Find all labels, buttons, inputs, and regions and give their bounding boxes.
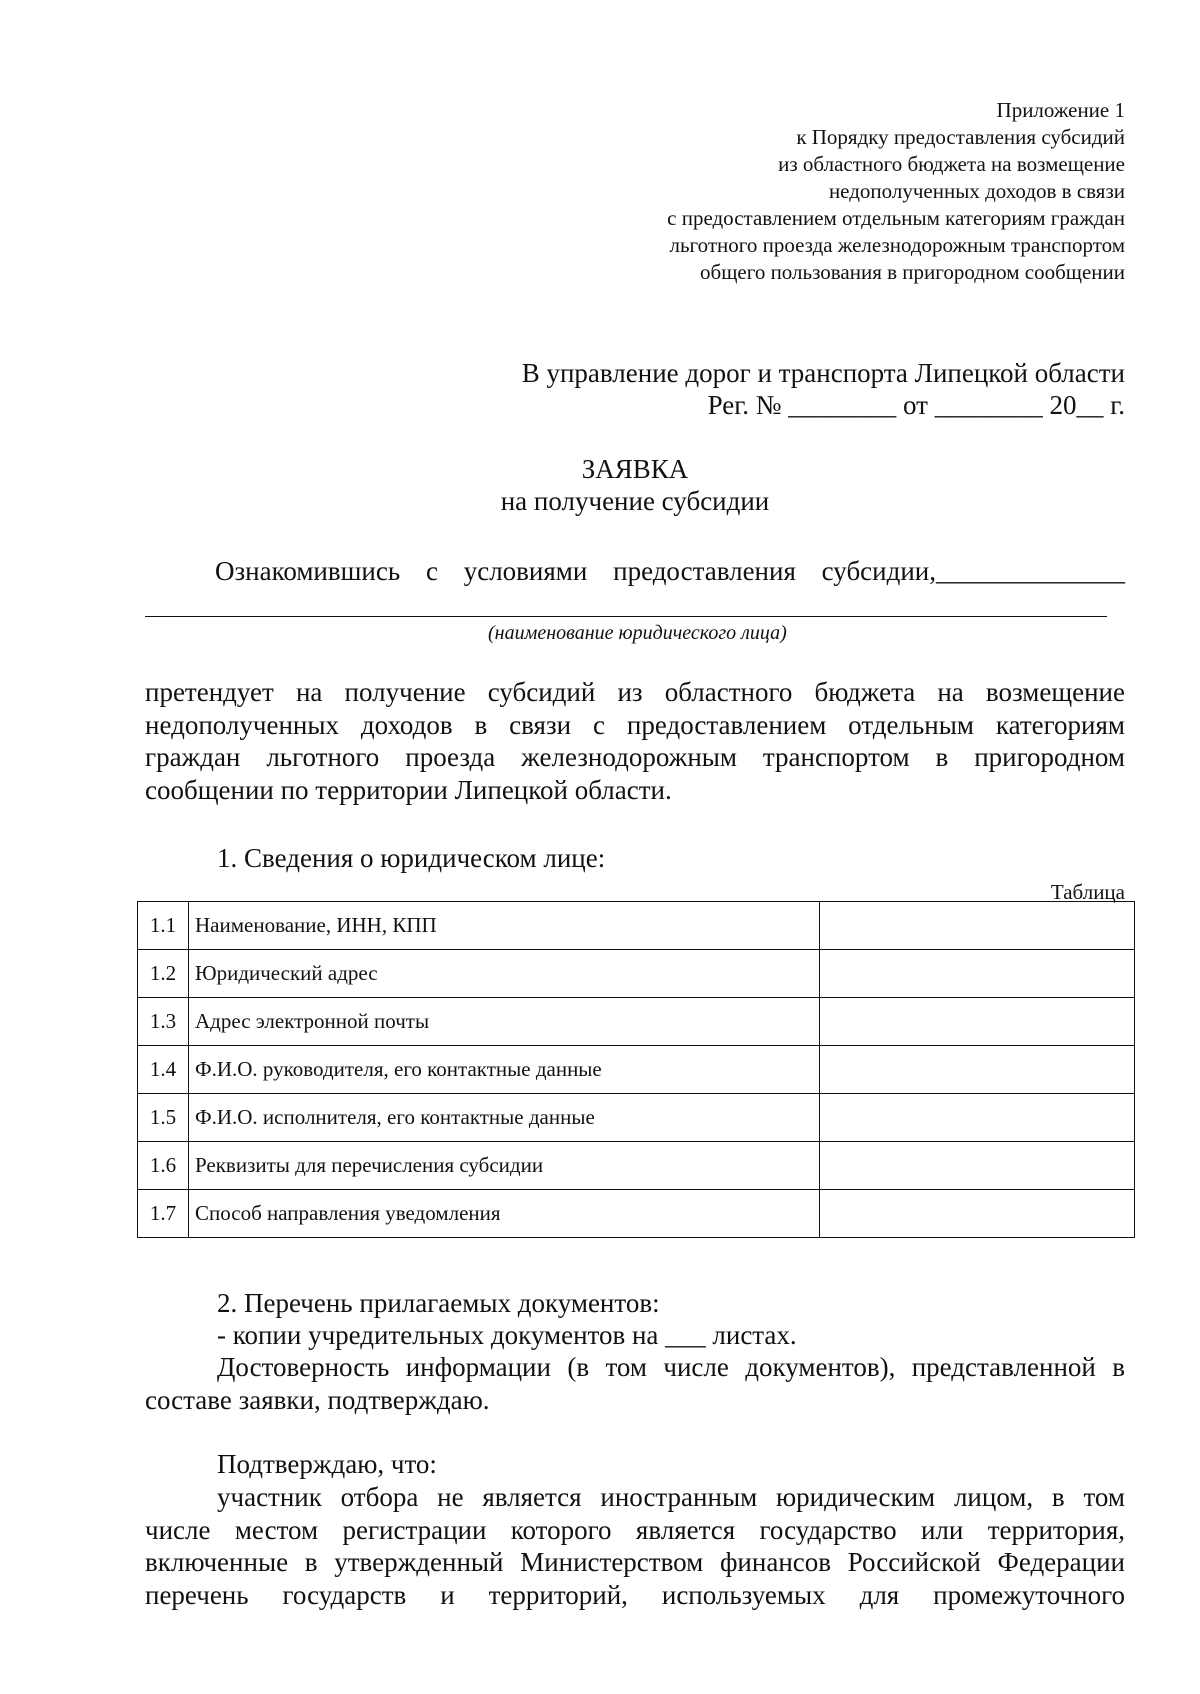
table-row: [138, 1046, 1135, 1094]
addressee-line: В управление дорог и транспорта Липецкой области: [521, 358, 1125, 388]
row-label: Юридический адрес: [189, 950, 820, 998]
table-row: [138, 1190, 1135, 1238]
row-number: 1.5: [138, 1094, 189, 1142]
appendix-line: льготного проезда железнодорожным транспортом: [669, 233, 1125, 257]
title-main: ЗАЯВКА: [581, 454, 689, 484]
appendix-line: из областного бюджета на возмещение: [778, 152, 1125, 176]
row-value-cell[interactable]: [820, 1190, 1135, 1238]
paragraph-line: числе местом регистрации которого является государство или территория,: [145, 1514, 1125, 1545]
paragraph-line: составе заявки, подтверждаю.: [145, 1384, 490, 1415]
paragraph-line: перечень государств и территорий, используемых для промежуточного: [145, 1579, 1125, 1610]
appendix-header: [667, 97, 1125, 286]
claim-paragraph: [145, 676, 1125, 806]
table-row: [138, 1094, 1135, 1142]
addressee-block: [522, 357, 1125, 421]
paragraph-line: граждан льготного проезда железнодорожным транспортом в пригородном: [145, 742, 1125, 772]
row-value-cell[interactable]: [820, 1046, 1135, 1094]
row-number: 1.4: [138, 1046, 189, 1094]
table-row: [138, 998, 1135, 1046]
document-title: [0, 453, 1200, 517]
section2-heading: 2. Перечень прилагаемых документов:: [217, 1288, 660, 1318]
entity-info-table: [137, 901, 1135, 1238]
table-row: [138, 950, 1135, 998]
paragraph-line: участник отбора не является иностранным юридическим лицом, в том: [217, 1482, 1125, 1512]
table-label: Таблица: [1050, 880, 1125, 904]
paragraph-line: сообщении по территории Липецкой области.: [145, 774, 672, 805]
table-row: [138, 902, 1135, 950]
appendix-line: с предоставлением отдельным категориям граждан: [667, 206, 1125, 230]
row-number: 1.6: [138, 1142, 189, 1190]
table-row: [138, 1142, 1135, 1190]
paragraph-line: включенные в утвержденный Министерством финансов Российской Федерации: [145, 1547, 1125, 1577]
confirm-paragraph: [145, 1481, 1125, 1611]
row-label: Реквизиты для перечисления субсидии: [189, 1142, 820, 1190]
row-label: Наименование, ИНН, КПП: [189, 902, 820, 950]
row-value-cell[interactable]: [820, 1094, 1135, 1142]
paragraph-line: претендует на получение субсидий из областного бюджета на возмещение: [145, 677, 1125, 707]
row-number: 1.3: [138, 998, 189, 1046]
section1-heading: 1. Сведения о юридическом лице:: [217, 843, 606, 873]
registration-line: Рег. № ________ от ________ 20__ г.: [707, 390, 1125, 420]
appendix-line: к Порядку предоставления субсидий: [796, 125, 1125, 149]
appendix-line: общего пользования в пригородном сообщении: [700, 260, 1125, 284]
row-value-cell[interactable]: [820, 998, 1135, 1046]
row-value-cell[interactable]: [820, 902, 1135, 950]
attachments-item: - копии учредительных документов на ___ листах.: [217, 1320, 797, 1350]
row-number: 1.2: [138, 950, 189, 998]
appendix-line: недополученных доходов в связи: [828, 179, 1125, 203]
paragraph-line: недополученных доходов в связи с предоставлением отдельным категориям: [145, 709, 1125, 740]
row-value-cell[interactable]: [820, 1142, 1135, 1190]
entity-name-caption: (наименование юридического лица): [488, 622, 787, 644]
row-label: Ф.И.О. исполнителя, его контактные данные: [189, 1094, 820, 1142]
confirm-heading: Подтверждаю, что:: [217, 1449, 437, 1479]
appendix-line: Приложение 1: [996, 98, 1125, 122]
row-number: 1.7: [138, 1190, 189, 1238]
row-label: Способ направления уведомления: [189, 1190, 820, 1238]
row-value-cell[interactable]: [820, 950, 1135, 998]
row-label: Ф.И.О. руководителя, его контактные данные: [189, 1046, 820, 1094]
row-number: 1.1: [138, 902, 189, 950]
entity-name-blank-line: [145, 616, 1107, 617]
intro-line: Ознакомившись с условиями предоставления субсидии,______________: [215, 556, 1125, 586]
row-label: Адрес электронной почты: [189, 998, 820, 1046]
title-sub: на получение субсидии: [500, 486, 770, 516]
reliability-paragraph: [145, 1351, 1125, 1416]
paragraph-line: Достоверность информации (в том числе документов), представленной в: [217, 1352, 1125, 1382]
